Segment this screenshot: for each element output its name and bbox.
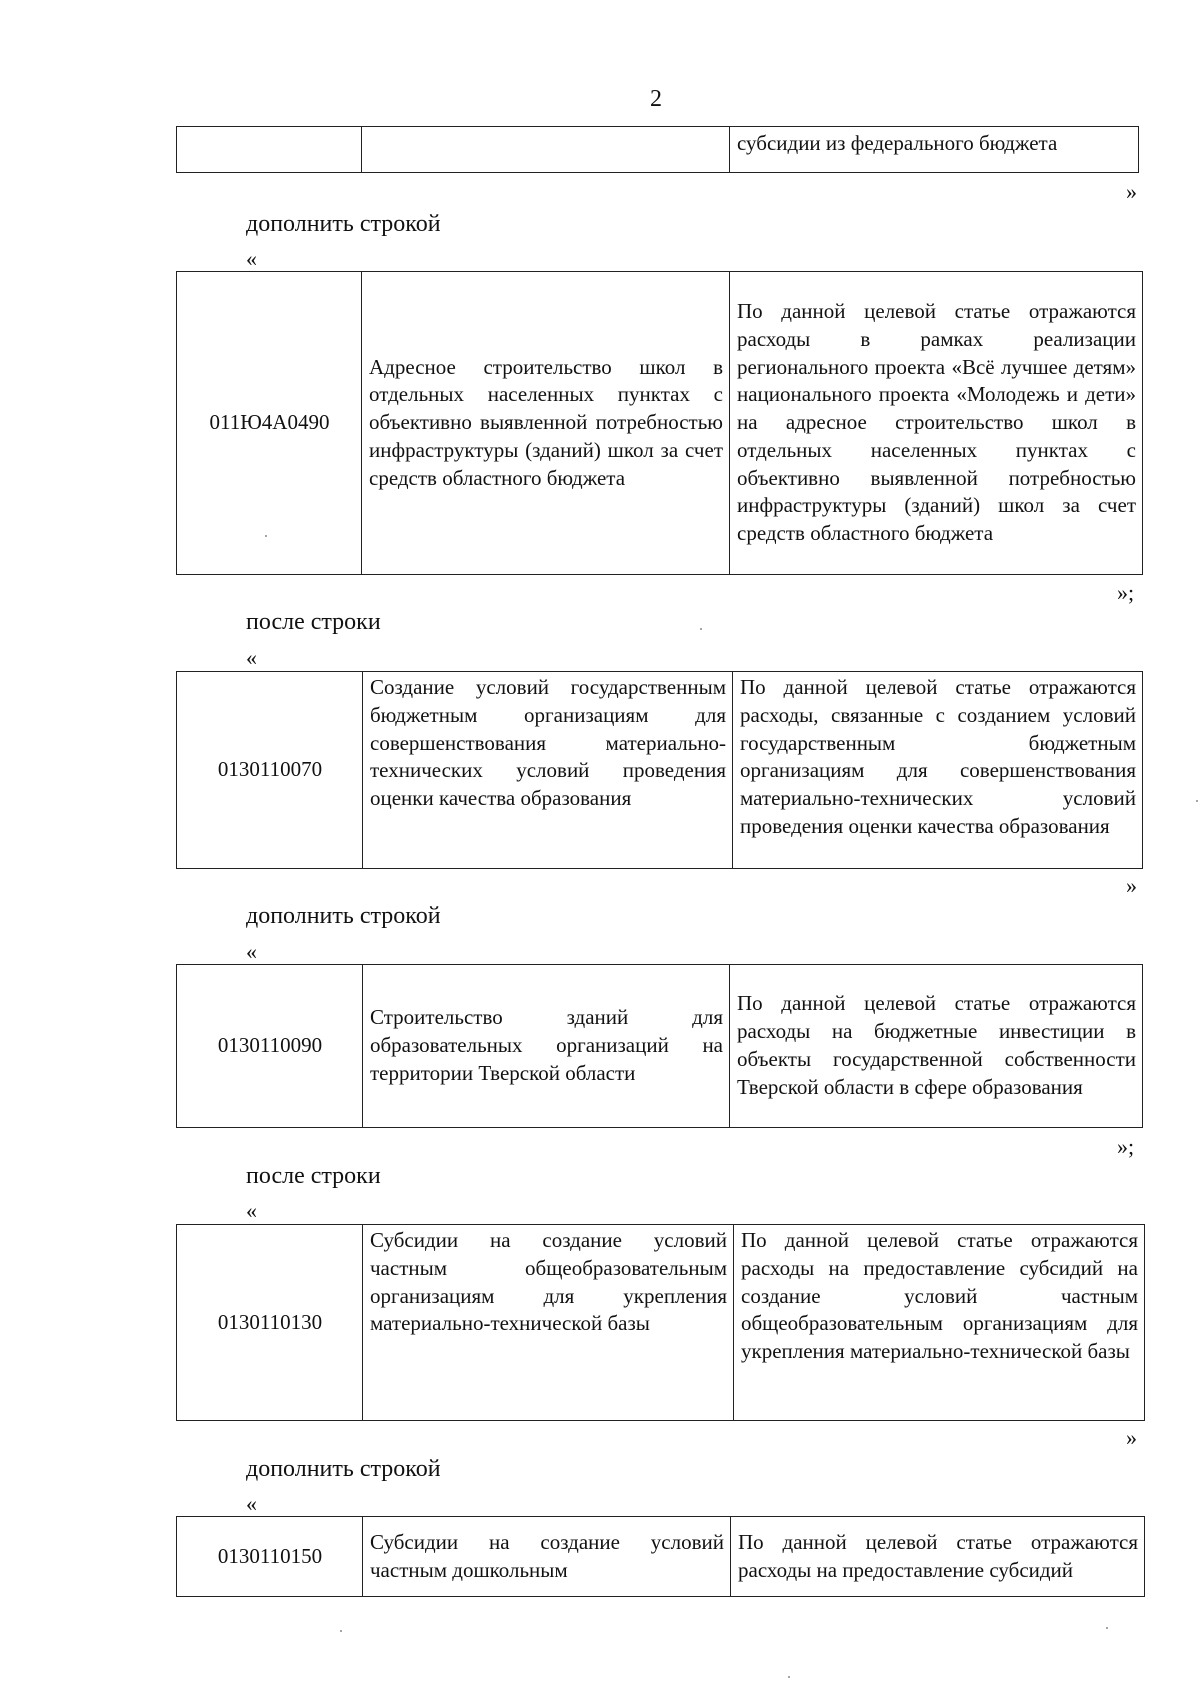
code-cell: 0130110130 xyxy=(177,1225,363,1421)
page-number: 2 xyxy=(650,86,662,112)
scan-speck xyxy=(340,1630,342,1632)
table-row xyxy=(177,127,1139,173)
name-cell: Субсидии на создание условий частным общеобразовательным организациям для укрепления материально-технической базы xyxy=(363,1225,734,1421)
name-cell xyxy=(362,127,730,173)
scan-speck xyxy=(1106,1627,1108,1629)
desc-cell: По данной целевой статье отражаются расходы на бюджетные инвестиции в объекты государственной собственности Тверской области в сфере образования xyxy=(730,965,1143,1128)
instruction-label: после строки xyxy=(246,1163,381,1189)
desc-cell: По данной целевой статье отражаются расходы, связанные с созданием условий государственным бюджетным организациям для совершенствования материально-технических условий проведения оценки качества образования xyxy=(733,672,1143,869)
instruction-label: после строки xyxy=(246,609,381,635)
table-row xyxy=(177,672,1143,869)
open-quote: « xyxy=(246,246,257,271)
close-quote: »; xyxy=(1117,1134,1135,1159)
instruction-label: дополнить строкой xyxy=(246,211,441,237)
table-row-block xyxy=(176,964,1143,1128)
table-row xyxy=(177,1225,1145,1421)
table-top-continuation xyxy=(176,126,1139,173)
open-quote: « xyxy=(246,939,257,964)
scan-speck xyxy=(700,628,702,630)
desc-cell: субсидии из федерального бюджета xyxy=(730,127,1139,173)
table-row-block xyxy=(176,671,1143,869)
name-cell: Адресное строительство школ в отдельных населенных пунктах с объективно выявленной потребностью инфраструктуры (зданий) школ за счет средств областного бюджета xyxy=(362,272,730,575)
table-row xyxy=(177,965,1143,1128)
scan-speck xyxy=(265,535,267,537)
desc-cell: По данной целевой статье отражаются расходы на предоставление субсидий xyxy=(731,1517,1145,1597)
close-quote: » xyxy=(1126,179,1137,204)
name-cell: Субсидии на создание условий частным дошкольным xyxy=(363,1517,731,1597)
table-row-block xyxy=(176,1516,1145,1597)
code-cell: 011Ю4А0490 xyxy=(177,272,362,575)
code-cell: 0130110090 xyxy=(177,965,363,1128)
close-quote: » xyxy=(1126,873,1137,898)
table-row xyxy=(177,272,1143,575)
open-quote: « xyxy=(246,1198,257,1223)
open-quote: « xyxy=(246,645,257,670)
close-quote: » xyxy=(1126,1425,1137,1450)
code-cell: 0130110150 xyxy=(177,1517,363,1597)
desc-cell: По данной целевой статье отражаются расходы в рамках реализации регионального проекта «Всё лучшее детям» национального проекта «Молодежь и дети» на адресное строительство школ в отдельных населенных пунктах с объективно выявленной потребностью инфраструктуры (зданий) школ за счет средств областного бюджета xyxy=(730,272,1143,575)
code-cell xyxy=(177,127,362,173)
table-row-block xyxy=(176,271,1143,575)
table-row-block xyxy=(176,1224,1145,1421)
name-cell: Строительство зданий для образовательных организаций на территории Тверской области xyxy=(363,965,730,1128)
desc-cell: По данной целевой статье отражаются расходы на предоставление субсидий на создание условий частным общеобразовательным организациям для укрепления материально-технической базы xyxy=(734,1225,1145,1421)
scan-speck xyxy=(788,1676,790,1678)
name-cell: Создание условий государственным бюджетным организациям для совершенствования материально-технических условий проведения оценки качества образования xyxy=(363,672,733,869)
table-row xyxy=(177,1517,1145,1597)
scan-speck xyxy=(1196,800,1198,802)
instruction-label: дополнить строкой xyxy=(246,1456,441,1482)
close-quote: »; xyxy=(1117,580,1135,605)
instruction-label: дополнить строкой xyxy=(246,903,441,929)
code-cell: 0130110070 xyxy=(177,672,363,869)
open-quote: « xyxy=(246,1491,257,1516)
